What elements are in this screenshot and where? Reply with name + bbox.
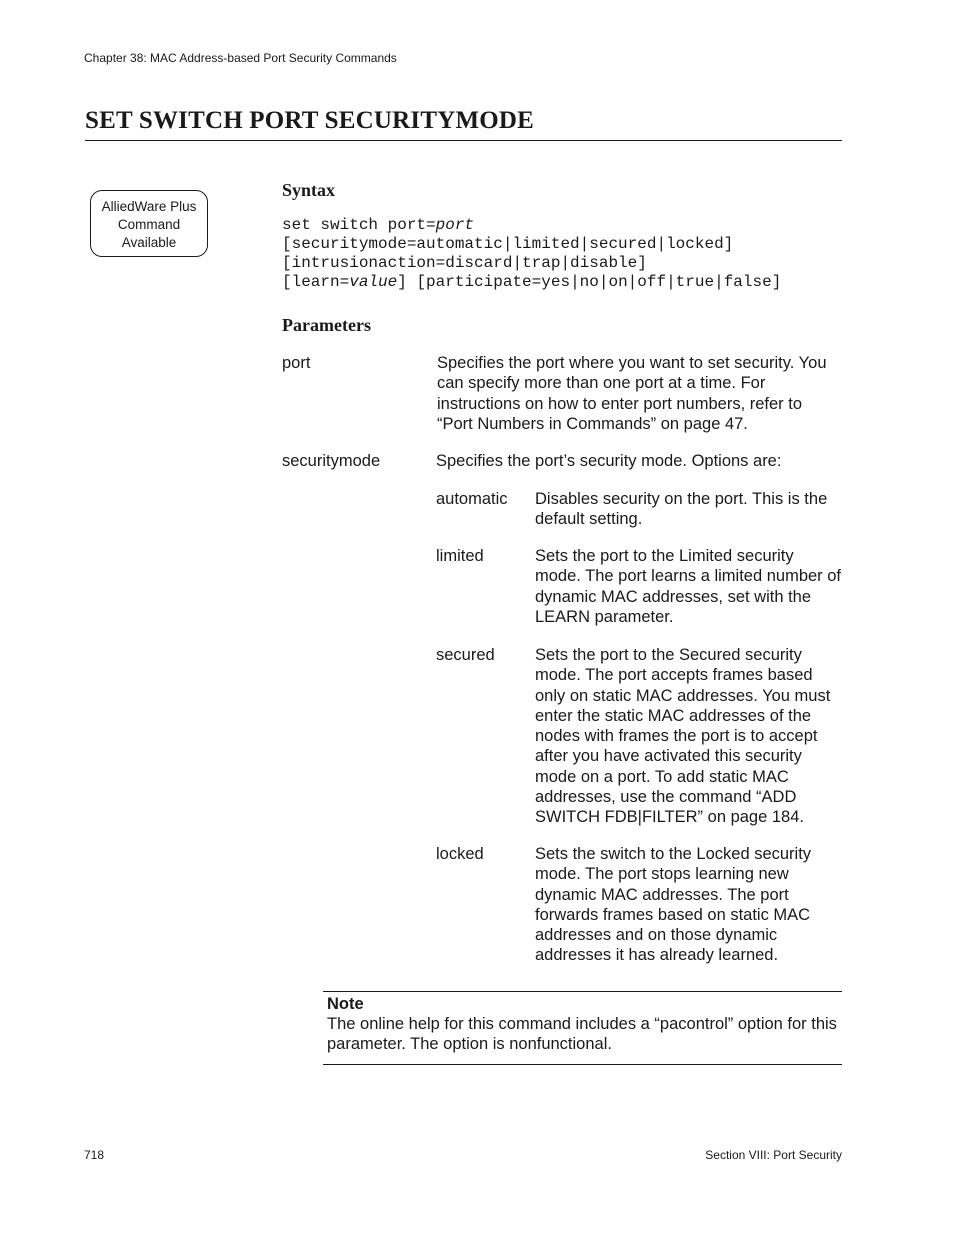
page-number: 718 [84, 1148, 105, 1162]
syntax-line-1-text: set switch port= [282, 216, 436, 234]
note-bottom-rule [323, 1064, 842, 1065]
note-top-rule [323, 991, 842, 992]
syntax-line-1 [282, 216, 781, 235]
title-divider [85, 140, 842, 141]
syntax-port-variable: port [435, 216, 475, 234]
option-secured-name: secured [436, 646, 495, 664]
alliedware-plus-badge [90, 190, 208, 257]
syntax-value-variable: value [349, 273, 398, 291]
syntax-line-4-suffix: ] [participate=yes|no|on|off|true|false] [397, 273, 782, 291]
page-title: SET SWITCH PORT SECURITYMODE [85, 107, 535, 134]
option-secured-desc: Sets the port to the Secured security mode. The port accepts frames based only on static MAC addresses. You must enter the static MAC addresses of the nodes with frames the port is to accept after you have activated this security mode on a port. To add static MAC addresses, use the command “ADD SWITCH FDB|FILTER” on page 184. [535, 646, 831, 827]
note-label: Note [327, 995, 364, 1013]
syntax-line-4-prefix: [learn= [282, 273, 350, 291]
syntax-heading: Syntax [282, 180, 336, 200]
option-locked-name: locked [436, 845, 484, 863]
syntax-code [282, 216, 781, 292]
param-port-desc: Specifies the port where you want to set security. You can specify more than one port at a time. For instructions on how to enter port numbers, refer to “Port Numbers in Commands” on page 47. [437, 354, 827, 433]
syntax-line-2: [securitymode=automatic|limited|secured|locked] [282, 235, 734, 253]
option-limited-desc: Sets the port to the Limited security mode. The port learns a limited number of dynamic MAC addresses, set with the LEARN parameter. [535, 547, 842, 626]
param-port-name: port [282, 354, 311, 372]
badge-line-2: Command [117, 217, 181, 232]
badge-line-1: AlliedWare Plus [101, 199, 197, 214]
option-automatic-desc: Disables security on the port. This is the default setting. [535, 490, 828, 529]
syntax-line-3: [intrusionaction=discard|trap|disable] [282, 254, 647, 272]
option-limited-name: limited [436, 547, 484, 565]
syntax-line-4 [282, 273, 781, 292]
badge-line-3: Available [121, 235, 177, 250]
param-securitymode-name: securitymode [282, 452, 381, 470]
chapter-header: Chapter 38: MAC Address-based Port Security Commands [84, 51, 397, 65]
section-footer: Section VIII: Port Security [705, 1148, 842, 1162]
param-securitymode-desc: Specifies the port’s security mode. Options are: [436, 452, 782, 470]
parameters-heading: Parameters [282, 315, 371, 335]
option-locked-desc: Sets the switch to the Locked security mode. The port stops learning new dynamic MAC addresses. The port forwards frames based on static MAC addresses and on those dynamic addresses it has already learned. [535, 845, 812, 965]
note-text: The online help for this command includes a “pacontrol” option for this parameter. The option is nonfunctional. [327, 1015, 837, 1054]
option-automatic-name: automatic [436, 490, 508, 508]
